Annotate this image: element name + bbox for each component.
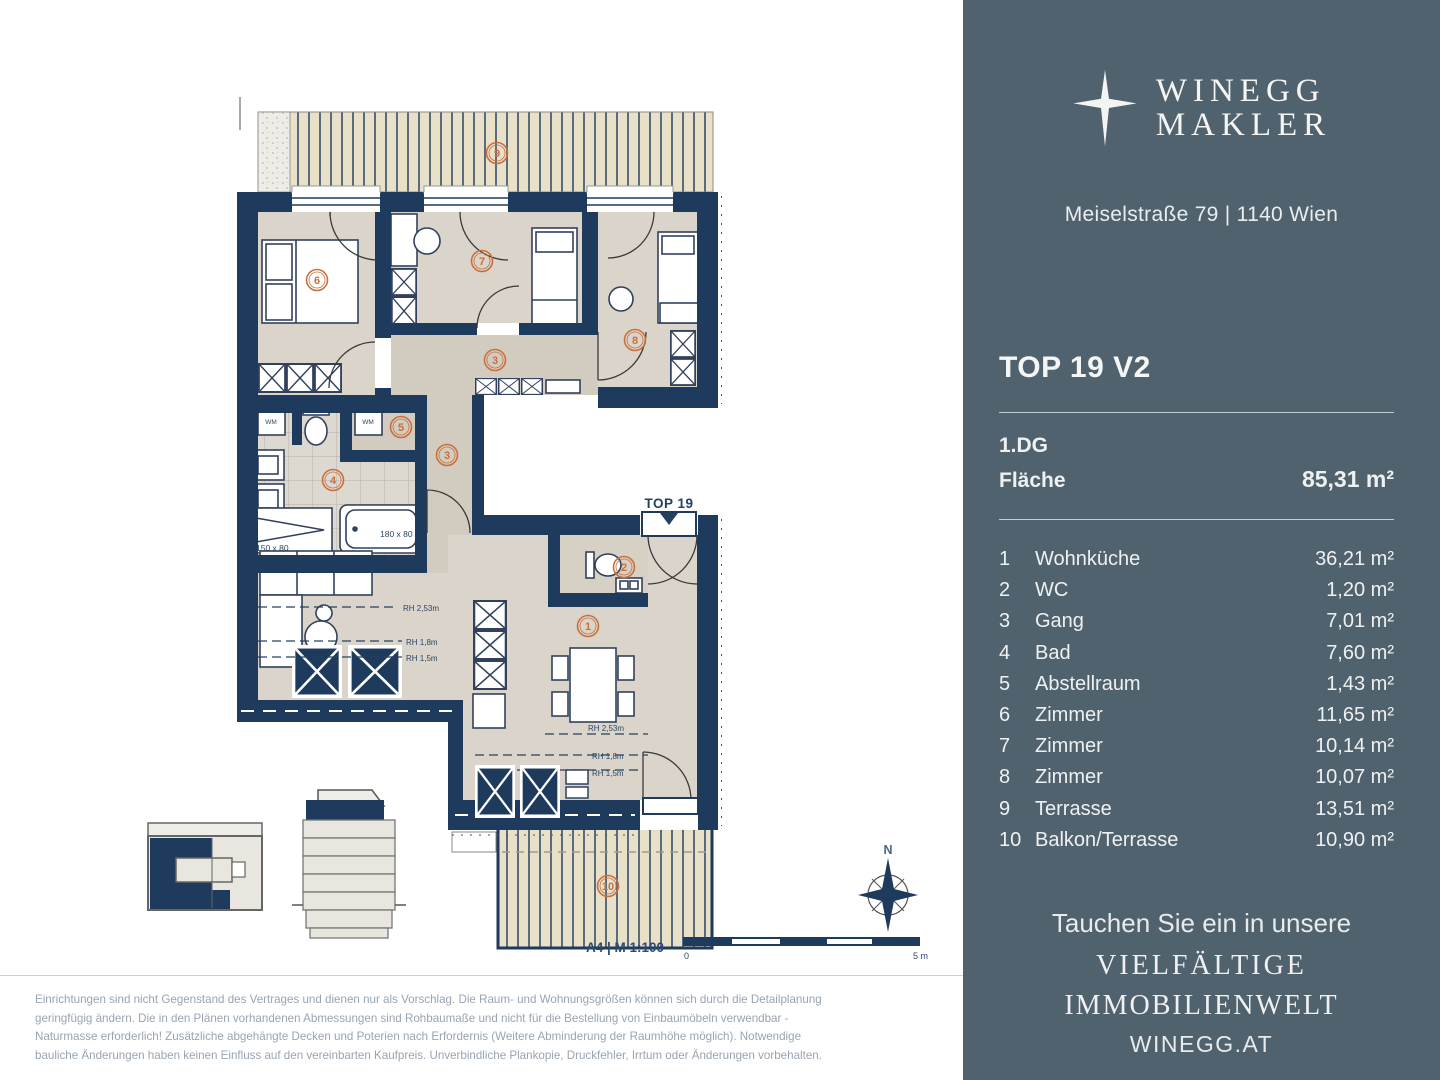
rh-label: RH 1,8m [592,752,624,761]
room-name: Zimmer [1035,703,1103,726]
svg-text:10: 10 [601,880,615,893]
rh-label: RH 1,5m [592,769,624,778]
scale-max: 5 m [912,951,928,961]
room-number: 5 [999,672,1011,695]
svg-text:7: 7 [478,255,486,268]
room-area: 7,01 m² [1326,610,1394,633]
room-area: 1,20 m² [1326,579,1394,602]
compass-north-label: N [883,843,893,857]
rh-label: RH 2,53m [403,604,440,613]
wm-label-storage: WM [362,419,374,426]
room-name: Balkon/Terrasse [1035,828,1179,851]
room-list [999,548,1394,860]
scale-bar [586,937,928,961]
room-area: 7,60 m² [1326,641,1394,664]
floor-label: 1.DG [999,434,1049,457]
room-number: 7 [999,735,1011,758]
address: Meiselstraße 79 | 1140 Wien [1064,203,1339,226]
scale-label: A4 | M 1:100 [586,940,665,955]
svg-text:6: 6 [313,274,321,287]
tagline-line2: VIELFÄLTIGE [1096,950,1307,981]
room-number: 4 [999,641,1011,664]
tagline-line1: Tauchen Sie ein in unsere [1051,908,1352,938]
rh-label: RH 2,53m [588,724,625,733]
svg-text:8: 8 [631,334,639,347]
room-name: WC [1035,579,1069,602]
info-sidebar [963,0,1440,1080]
entrance-label: TOP 19 [644,496,694,511]
svg-text:3: 3 [443,449,451,462]
room-number: 6 [999,703,1011,726]
room-row [999,579,1394,610]
room-number: 1 [999,548,1011,570]
svg-text:9: 9 [493,147,501,160]
area-value: 85,31 m² [1301,466,1394,492]
disclaimer-line: geringfügig ändern. Die in den Plänen vorhandenen Abmessungen sind Rohbaumaße und nicht für die Bestellung von Einbaumöbeln verwendbar - [35,1011,789,1025]
disclaimer [0,975,963,1080]
room-area: 36,21 m² [1315,548,1394,570]
svg-text:1: 1 [584,620,592,633]
room-row [999,766,1394,797]
wm-label-bath: WM [265,419,277,426]
room-area: 10,14 m² [1315,735,1394,758]
svg-text:4: 4 [329,474,337,487]
room-number: 2 [999,579,1011,602]
room-name: Bad [1035,641,1071,664]
room-name: Wohnküche [1035,548,1141,570]
room-number: 8 [999,766,1011,789]
tagline-line3: IMMOBILIENWELT [1064,990,1339,1021]
unit-title: TOP 19 V2 [999,351,1151,384]
room-area: 10,90 m² [1315,828,1394,851]
site-key-buildings [148,790,406,938]
room-area: 13,51 m² [1315,797,1394,820]
room-number: 3 [999,610,1011,633]
room-row [999,673,1394,704]
brand-name [1156,74,1331,143]
disclaimer-line: Naturmasse erforderlich! Zusätzliche abgehängte Decken und Poterien nach Erfordernis (Weitere Abminderung der Raumhöhe möglich). Notwendige [35,1030,802,1044]
svg-text:3: 3 [491,354,499,367]
website: WINEGG.AT [1129,1031,1274,1057]
svg-text:5: 5 [397,421,405,434]
room-name: Terrasse [1035,797,1112,820]
svg-text:2: 2 [620,561,628,574]
rh-label: RH 1,5m [406,654,438,663]
total-area-row [999,466,1394,493]
room-row [999,548,1394,579]
balcony-10 [452,828,712,948]
room-area: 10,07 m² [1315,766,1394,789]
room-row [999,610,1394,641]
room-name: Zimmer [1035,735,1103,758]
compass-icon [858,843,918,932]
divider [999,412,1394,413]
disclaimer-line: bauliche Änderungen haben keinen Einfluss auf den vereinbarten Kaufpreis. Unverbindliche Plankopie, Druckfehler, Irrtum oder Änderungen vorbehalten. [35,1049,822,1063]
disclaimer-line: Einrichtungen sind nicht Gegenstand des Vertrages und dienen nur als Vorschlag. Die Raum- und Wohnungsgrößen können sich durch die Detailplanung [35,992,822,1006]
room-row [999,735,1394,766]
terrace-9 [240,97,713,192]
room-row [999,704,1394,735]
shower-size-label: 150 x 80 [256,543,289,553]
room-name: Zimmer [1035,766,1103,789]
room-number: 9 [999,797,1011,820]
scale-zero: 0 [684,951,690,961]
room-name: Gang [1035,610,1084,633]
room-row [999,798,1394,829]
room-row [999,829,1394,860]
brand-line1: WINEGG [1155,72,1326,109]
winegg-star-icon [1072,68,1138,148]
rh-label: RH 1,8m [406,638,438,647]
room-area: 1,43 m² [1326,672,1394,695]
brand-logo [963,68,1440,148]
windows [292,186,673,212]
room-area: 11,65 m² [1316,703,1394,726]
room-number: 10 [999,828,1022,851]
area-label: Fläche [999,469,1066,492]
divider [999,519,1394,520]
brand-line2: MAKLER [1155,107,1332,143]
tub-size-label: 180 x 80 [380,529,413,539]
room-row [999,642,1394,673]
room-name: Abstellraum [1035,672,1141,695]
